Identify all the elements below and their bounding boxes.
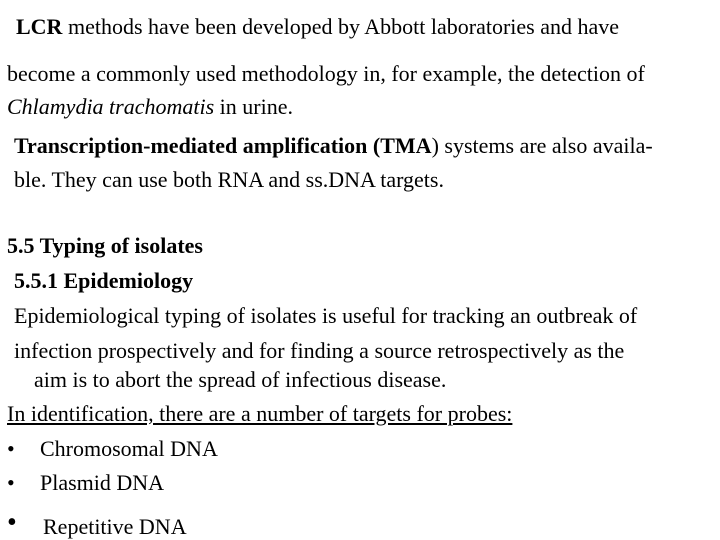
bullet-text: Repetitive DNA (43, 514, 187, 539)
para3-line2: infection prospectively and for finding a source retrospectively as the (14, 338, 625, 363)
para3-line1: Epidemiological typing of isolates is useful for tracking an outbreak of (14, 303, 638, 328)
para1-line1-text: methods have been developed by Abbott laboratories and have (62, 14, 620, 39)
para1-line2: become a commonly used methodology in, for example, the detection of (7, 61, 645, 86)
chlamydia-term: Chlamydia trachomatis (7, 94, 215, 119)
para2-line1 (14, 133, 653, 159)
section-heading: 5.5 Typing of isolates (7, 233, 203, 258)
bullet-icon: • (7, 470, 15, 495)
para2-line1-text: ) systems are also availa- (431, 133, 653, 158)
bullet-icon: • (7, 436, 15, 461)
identification-intro: In identification, there are a number of targets for probes: (7, 401, 513, 426)
para2-line2: ble. They can use both RNA and ss.DNA targets. (14, 167, 444, 192)
bullet-text: Plasmid DNA (40, 470, 165, 495)
bullet-text: Chromosomal DNA (40, 436, 218, 461)
para1-line3 (7, 94, 293, 120)
tma-term: Transcription-mediated amplification (TMA (14, 133, 432, 158)
para1-line1 (16, 14, 619, 40)
bullet-icon: • (7, 507, 17, 538)
para1-line3-text: in urine. (214, 94, 293, 119)
lcr-term: LCR (16, 14, 63, 39)
para3-line3: aim is to abort the spread of infectious disease. (34, 367, 447, 392)
section-subheading: 5.5.1 Epidemiology (14, 268, 194, 293)
